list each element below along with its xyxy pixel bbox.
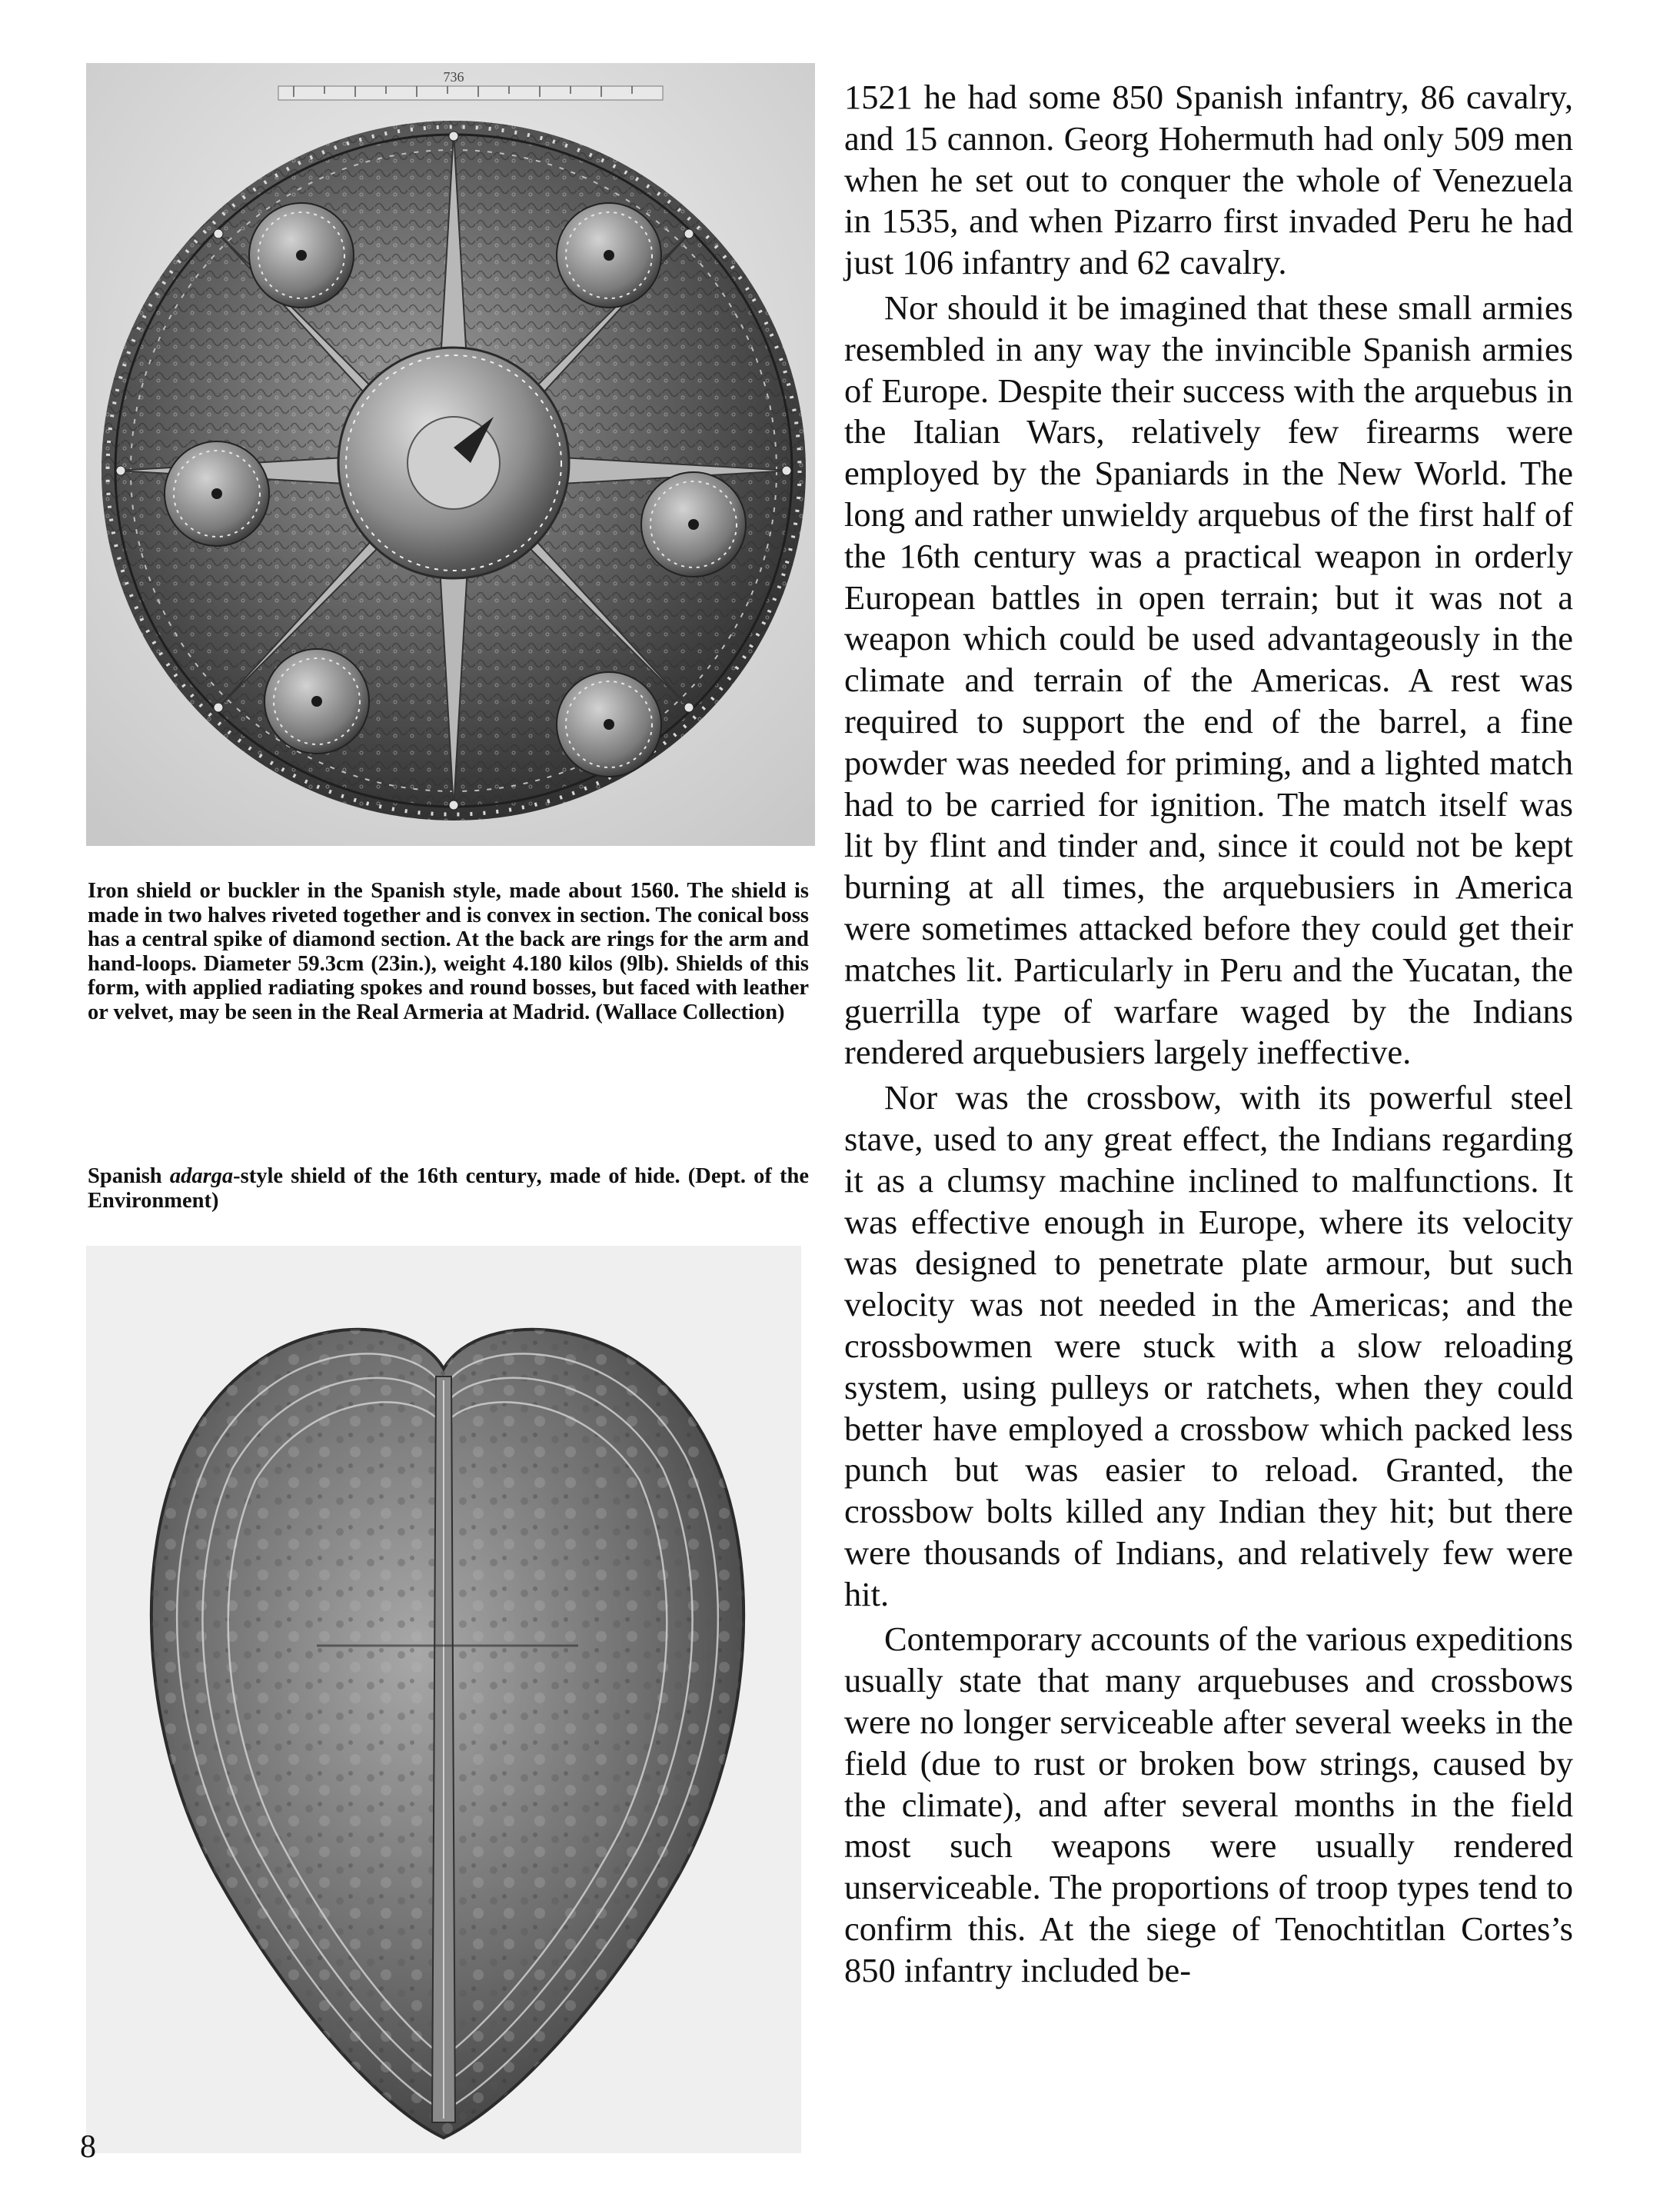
adarga-photo: [86, 1246, 801, 2153]
body-paragraph-4: Contemporary accounts of the various expeditions usually state that many arquebuses and crossbows were no longer serviceable after several weeks in the field (due to rust or broken bow strings, caused by the climate), and after several months in the field most such weapons were usually rendered unserviceable. The proportions of troop types tend to confirm this. At the siege of Tenochtitlan Cortes’s 850 infantry included be-: [844, 1619, 1573, 1989]
buckler-caption: Iron shield or buckler in the Spanish style, made about 1560. The shield is made in two halves riveted together and is convex in section. The conical boss has a central spike of diamond section. At the back are rings for the arm and hand-loops. Diameter 59.3cm (23in.), weight 4.180 kilos (9lb). Shields of this form, with applied radiating spokes and round bosses, but faced with leather or velvet, may be seen in the Real Armeria at Madrid. (Wallace Collection): [88, 879, 809, 1024]
buckler-photo: [86, 63, 815, 846]
page-number: 8: [80, 2129, 96, 2165]
adarga-caption: [88, 1164, 809, 1213]
body-paragraph-1: 1521 he had some 850 Spanish infantry, 86 cavalry, and 15 cannon. Georg Hohermuth had only 509 men when he set out to conquer the whole of Venezuela in 1535, and when Pizarro first invaded Peru he had just 106 infantry and 62 cavalry.: [844, 78, 1573, 282]
adarga-caption-rest: -style shield of the 16th century, made of hide. (Dept. of the Environment): [88, 1164, 809, 1213]
body-paragraph-2: Nor should it be imagined that these small armies resembled in any way the invincible Spanish armies of Europe. Despite their success with the arquebus in the Italian Wars, relatively few firearms were employed by the Spaniards in the New World. The long and rather unwieldy arquebus of the first half of the 16th century was a practical weapon in orderly European battles in open terrain; but it was not a weapon which could be used advantageously in the climate and terrain of the Americas. A rest was required to support the end of the barrel, a fine powder was needed for priming, and a lighted match had to be carried for ignition. The match itself was lit by flint and tinder and, since it could not be kept burning at all times, the arquebusiers in America were sometimes attacked before they could get their matches lit. Particularly in Peru and the Yucatan, the guerrilla type of warfare waged by the Indians rendered arquebusiers largely ineffective.: [844, 288, 1573, 1072]
body-paragraph-3: Nor was the crossbow, with its powerful steel stave, used to any great effect, the Indians regarding it as a clumsy machine inclined to malfunctions. It was effective enough in Europe, where its velocity was designed to penetrate plate armour, but such velocity was not needed in the Americas; and the crossbowmen were stuck with a slow reloading system, using pulleys or ratchets, when they could better have employed a crossbow which packed less punch but was easier to reload. Granted, the crossbow bolts killed any Indian they hit; but there were thousands of Indians, and relatively few were hit.: [844, 1078, 1573, 1613]
adarga-caption-term: adarga: [169, 1164, 234, 1188]
ruler-label: 736: [443, 69, 464, 85]
body-text: [844, 77, 1573, 1992]
adarga-caption-lead: Spanish: [88, 1164, 170, 1188]
